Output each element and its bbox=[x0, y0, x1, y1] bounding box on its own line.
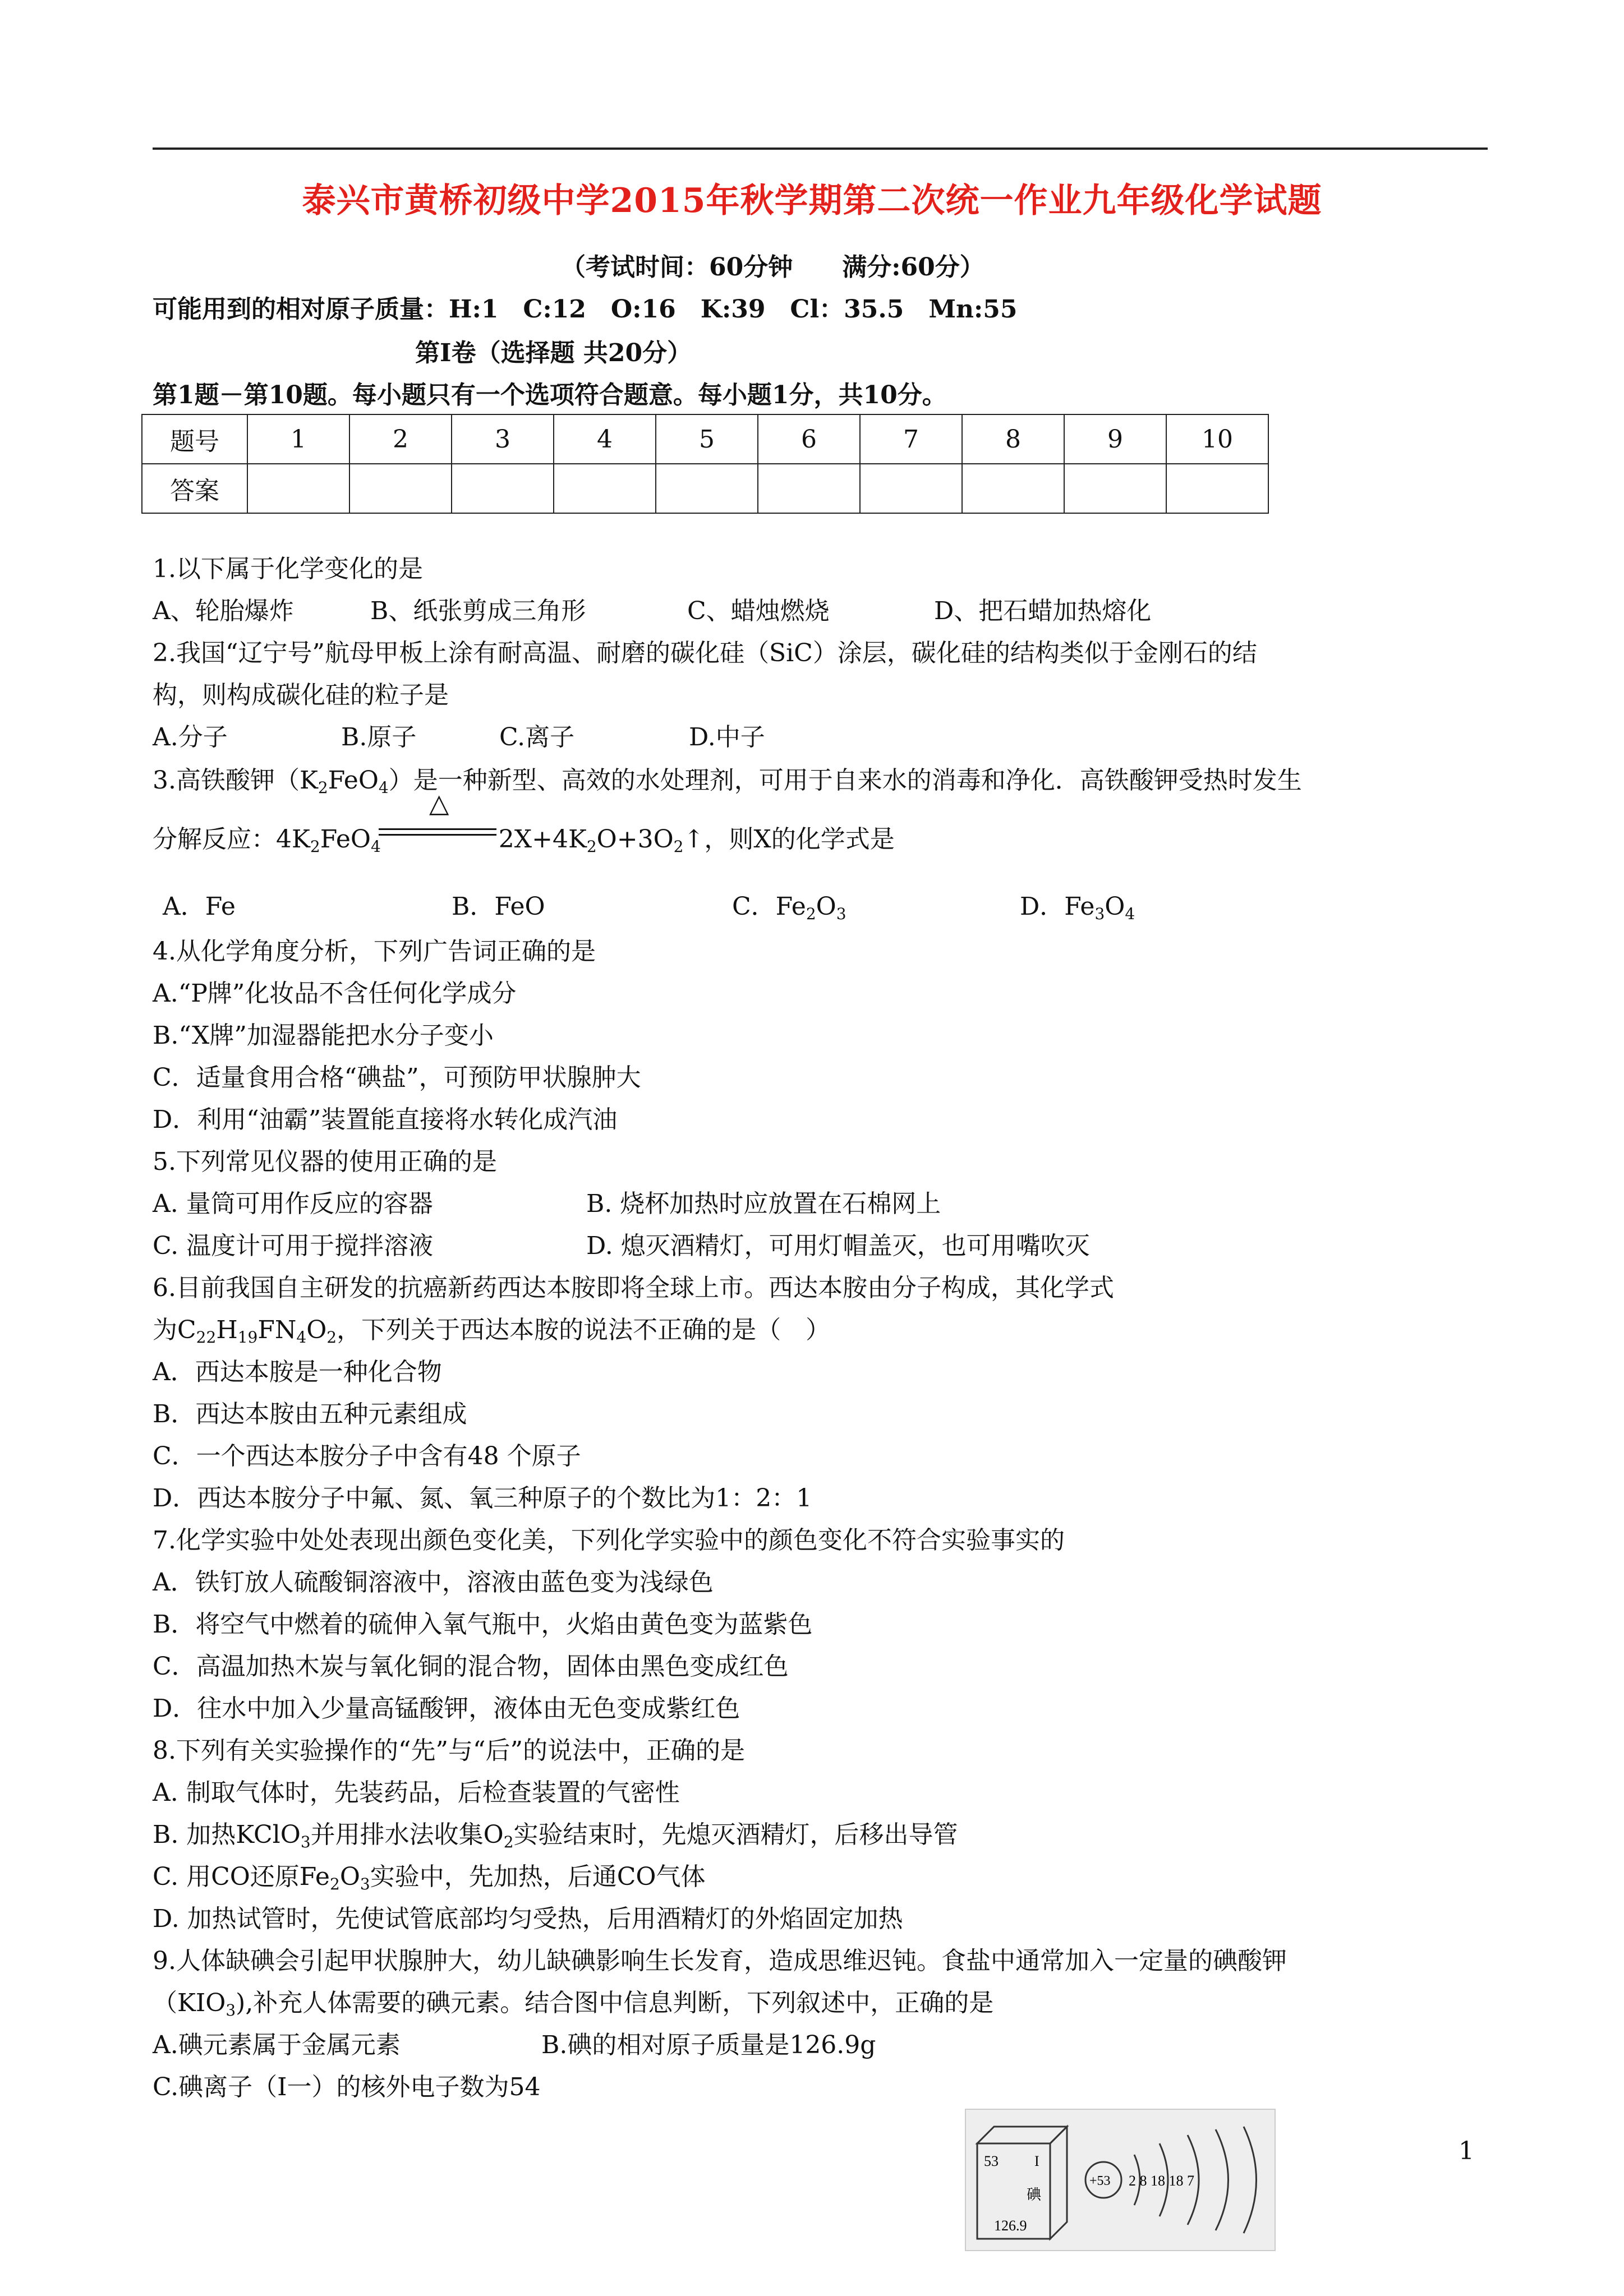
question-9-stem: 9.人体缺碘会引起甲状腺肿大，幼儿缺碘影响生长发育，造成思维迟钝。食盐中通常加入一定量的碘酸钾 bbox=[153, 1947, 1287, 1975]
q8-option-b: B. 加热KClO$_3$并用排水法收集$O_2$实验结束时，先熄灭酒精灯，后移出导管 bbox=[153, 1820, 958, 1851]
question-8-stem: 8.下列有关实验操作的“先”与“后”的说法中，正确的是 bbox=[153, 1736, 745, 1765]
q6-option-d: D．西达本胺分子中氟、氮、氧三种原子的个数比为1：2：1 bbox=[153, 1484, 812, 1513]
q8-option-a: A. 制取气体时，先装药品，后检查装置的气密性 bbox=[153, 1778, 680, 1807]
question-3-equation: 分解反应：$4K_2FeO_4$ $2X+4K_2O+3O_2↑$，则X的化学式是 bbox=[153, 825, 895, 856]
q1-option-a: A、轮胎爆炸 bbox=[153, 597, 294, 625]
answer-cell[interactable] bbox=[656, 464, 758, 513]
question-1-stem: 1.以下属于化学变化的是 bbox=[153, 555, 423, 583]
iodine-figure bbox=[965, 2109, 1276, 2251]
q4-option-c: C．适量食用合格“碘盐”，可预防甲状腺肿大 bbox=[153, 1063, 641, 1092]
table-cell: 4 bbox=[554, 414, 656, 464]
question-5-stem: 5.下列常见仪器的使用正确的是 bbox=[153, 1147, 497, 1176]
q1-option-d: D、把石蜡加热熔化 bbox=[934, 597, 1152, 625]
table-cell: 1 bbox=[247, 414, 349, 464]
question-2-stem: 2.我国“辽宁号”航母甲板上涂有耐高温、耐磨的碳化硅（SiC）涂层，碳化硅的结构类似于金刚石的结 bbox=[153, 639, 1257, 667]
table-cell-label: 题号 bbox=[142, 414, 247, 464]
question-3-stem: 3.高铁酸钾$(K_2FeO_4)$是一种新型、高效的水处理剂，可用于自来水的消毒和净化．高铁酸钾受热时发生 bbox=[153, 766, 1302, 797]
q2-option-d: D.中子 bbox=[689, 723, 765, 751]
table-cell: 10 bbox=[1166, 414, 1268, 464]
answer-cell[interactable] bbox=[1064, 464, 1166, 513]
q2-option-b: B.原子 bbox=[341, 723, 417, 751]
answer-cell[interactable] bbox=[452, 464, 554, 513]
q6-option-b: B．西达本胺由五种元素组成 bbox=[153, 1400, 467, 1428]
q4-option-b: B.“X牌”加湿器能把水分子变小 bbox=[153, 1021, 494, 1050]
page-number: 1 bbox=[1459, 2137, 1474, 2165]
element-symbol: I bbox=[1034, 2153, 1039, 2169]
section-title: 第Ⅰ卷（选择题 共20分） bbox=[415, 339, 692, 367]
q3-option-c: C．$Fe_2O_3$ bbox=[732, 892, 846, 923]
q9-option-b: B.碘的相对原子质量是126.9g bbox=[541, 2031, 876, 2059]
table-cell: 2 bbox=[349, 414, 452, 464]
q8-option-d: D. 加热试管时，先使试管底部均匀受热，后用酒精灯的外焰固定加热 bbox=[153, 1905, 903, 1933]
iodine-diagram bbox=[966, 2110, 1275, 2250]
q1-option-c: C、蜡烛燃烧 bbox=[687, 597, 830, 625]
q5-option-b: B. 烧杯加热时应放置在石棉网上 bbox=[586, 1190, 941, 1218]
atomic-masses: 可能用到的相对原子质量：H:1 C:12 O:16 K:39 Cl：35.5 Mn:55 bbox=[153, 295, 1018, 324]
table-cell: 6 bbox=[758, 414, 860, 464]
q3-option-b: B．FeO bbox=[452, 892, 545, 921]
answer-cell[interactable] bbox=[554, 464, 656, 513]
q7-option-c: C．高温加热木炭与氧化铜的混合物，固体由黑色变成红色 bbox=[153, 1652, 789, 1681]
nucleus-charge: +53 bbox=[1089, 2174, 1111, 2188]
q2-option-a: A.分子 bbox=[153, 723, 228, 751]
q7-option-d: D．往水中加入少量高锰酸钾，液体由无色变成紫红色 bbox=[153, 1694, 740, 1723]
q5-option-a: A. 量筒可用作反应的容器 bbox=[153, 1190, 433, 1218]
question-6-stem-cont: 为$C_{22}H_{19}FN_4O_2$，下列关于西达本胺的说法不正确的是（ ） bbox=[153, 1316, 831, 1347]
electron-shells: 2 8 18 18 7 bbox=[1129, 2173, 1194, 2189]
table-cell: 8 bbox=[962, 414, 1064, 464]
q6-option-a: A．西达本胺是一种化合物 bbox=[153, 1358, 442, 1386]
q9-option-a: A.碘元素属于金属元素 bbox=[153, 2031, 401, 2059]
q8-option-c: C. 用CO还原$Fe_2O_3$实验中，先加热，后通CO气体 bbox=[153, 1862, 706, 1893]
element-name: 碘 bbox=[1027, 2187, 1042, 2203]
q5-option-c: C. 温度计可用于搅拌溶液 bbox=[153, 1232, 434, 1260]
q4-option-a: A.“P牌”化妆品不含任何化学成分 bbox=[153, 979, 517, 1008]
table-cell: 3 bbox=[452, 414, 554, 464]
question-7-stem: 7.化学实验中处处表现出颜色变化美，下列化学实验中的颜色变化不符合实验事实的 bbox=[153, 1526, 1065, 1555]
table-row bbox=[142, 414, 1268, 464]
element-mass: 126.9 bbox=[994, 2217, 1027, 2234]
q3-option-d: D．$Fe_3O_4$ bbox=[1020, 892, 1135, 923]
table-cell: 9 bbox=[1064, 414, 1166, 464]
q3-option-a: A．Fe bbox=[163, 892, 236, 921]
q6-option-c: C．一个西达本胺分子中含有48 个原子 bbox=[153, 1442, 581, 1470]
answer-cell[interactable] bbox=[247, 464, 349, 513]
table-cell-label: 答案 bbox=[142, 464, 247, 513]
question-6-stem: 6.目前我国自主研发的抗癌新药西达本胺即将全球上市。西达本胺由分子构成，其化学式 bbox=[153, 1274, 1114, 1302]
answer-cell[interactable] bbox=[860, 464, 962, 513]
q7-option-a: A．铁钉放人硫酸铜溶液中，溶液由蓝色变为浅绿色 bbox=[153, 1568, 714, 1597]
answer-table bbox=[141, 414, 1269, 514]
q4-option-d: D．利用“油霸”装置能直接将水转化成汽油 bbox=[153, 1105, 618, 1134]
q5-option-d: D. 熄灭酒精灯，可用灯帽盖灭，也可用嘴吹灭 bbox=[586, 1232, 1090, 1260]
table-cell: 7 bbox=[860, 414, 962, 464]
exam-info: （考试时间：60分钟 满分:60分） bbox=[561, 253, 984, 282]
answer-cell[interactable] bbox=[1166, 464, 1268, 513]
question-2-stem-cont: 构，则构成碳化硅的粒子是 bbox=[153, 681, 449, 709]
heat-triangle-icon: △ bbox=[429, 788, 449, 818]
header-rule bbox=[153, 147, 1488, 150]
answer-cell[interactable] bbox=[349, 464, 452, 513]
table-row bbox=[142, 464, 1268, 513]
answer-cell[interactable] bbox=[758, 464, 860, 513]
exam-title: 泰兴市黄桥初级中学2015年秋学期第二次统一作业九年级化学试题 bbox=[302, 181, 1322, 220]
section-instructions: 第1题－第10题。每小题只有一个选项符合题意。每小题1分，共10分。 bbox=[153, 381, 947, 409]
element-number: 53 bbox=[984, 2153, 999, 2169]
heat-reaction-arrow bbox=[379, 788, 496, 844]
question-4-stem: 4.从化学角度分析，下列广告词正确的是 bbox=[153, 937, 596, 966]
table-cell: 5 bbox=[656, 414, 758, 464]
answer-cell[interactable] bbox=[962, 464, 1064, 513]
question-9-stem-cont: $(KIO_3)$,补充人体需要的碘元素。结合图中信息判断，下列叙述中，正确的是 bbox=[153, 1989, 994, 2020]
q9-option-c: C.碘离子（I一）的核外电子数为54 bbox=[153, 2073, 541, 2101]
q7-option-b: B．将空气中燃着的硫伸入氧气瓶中，火焰由黄色变为蓝紫色 bbox=[153, 1610, 813, 1639]
q1-option-b: B、纸张剪成三角形 bbox=[370, 597, 586, 625]
q2-option-c: C.离子 bbox=[499, 723, 575, 751]
